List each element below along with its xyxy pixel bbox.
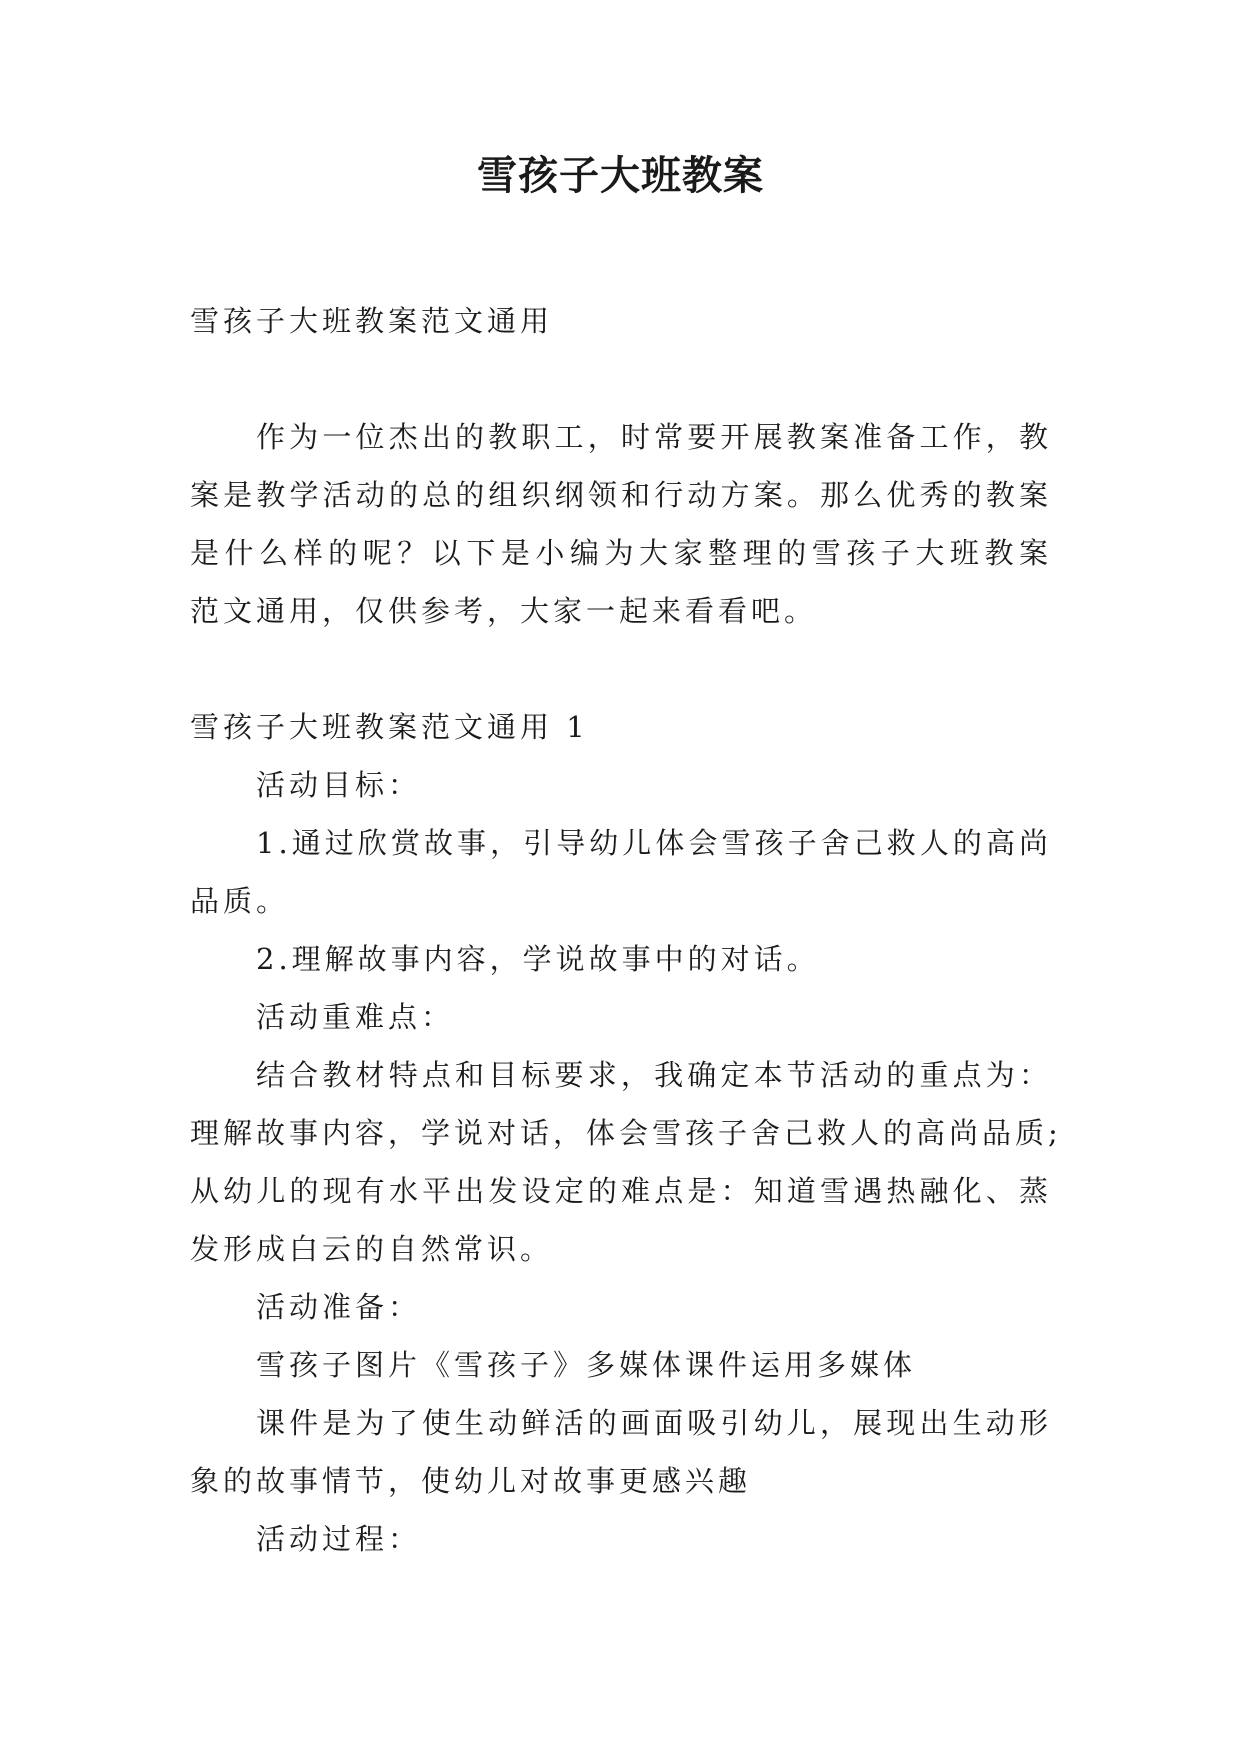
section-1 [190, 698, 1062, 1568]
goals-label: 活动目标： [256, 768, 422, 802]
intro-paragraph [190, 408, 1052, 640]
key-points-line: 结合教材特点和目标要求，我确定本节活动的重点为： [256, 1058, 1052, 1092]
intro-line: 范文通用，仅供参考，大家一起来看看吧。 [190, 594, 818, 628]
document-body [190, 292, 1062, 1568]
key-points-line: 理解故事内容，学说对话，体会雪孩子舍己救人的高尚品质; [190, 1116, 1062, 1150]
intro-line: 案是教学活动的总的组织纲领和行动方案。那么优秀的教案 [190, 478, 1052, 512]
prep-label: 活动准备： [256, 1290, 422, 1324]
goal-1-line: 品质。 [190, 884, 290, 918]
prep-line: 象的故事情节，使幼儿对故事更感兴趣 [190, 1464, 752, 1498]
intro-line: 是什么样的呢？以下是小编为大家整理的雪孩子大班教案 [190, 536, 1052, 570]
prep-line: 雪孩子图片《雪孩子》多媒体课件运用多媒体 [256, 1348, 917, 1382]
goal-1-line: 1.通过欣赏故事，引导幼儿体会雪孩子舍己救人的高尚 [256, 826, 1052, 860]
intro-line: 作为一位杰出的教职工，时常要开展教案准备工作，教 [256, 420, 1052, 454]
document-subtitle: 雪孩子大班教案范文通用 [190, 304, 554, 338]
document-title: 雪孩子大班教案 [477, 153, 764, 199]
section-heading: 雪孩子大班教案范文通用 1 [190, 710, 589, 744]
prep-line: 课件是为了使生动鲜活的画面吸引幼儿，展现出生动形 [256, 1406, 1052, 1440]
process-label: 活动过程： [256, 1522, 422, 1556]
key-points-line: 从幼儿的现有水平出发设定的难点是：知道雪遇热融化、蒸 [190, 1174, 1052, 1208]
goal-2: 2.理解故事内容，学说故事中的对话。 [256, 942, 820, 976]
key-points-line: 发形成白云的自然常识。 [190, 1232, 554, 1266]
key-points-label: 活动重难点： [256, 1000, 455, 1034]
